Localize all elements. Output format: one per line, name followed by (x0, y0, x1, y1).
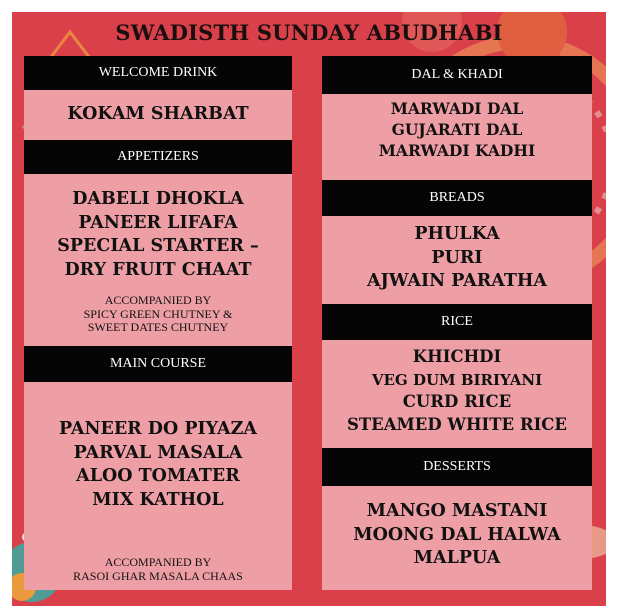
menu-item: STEAMED WHITE RICE (346, 414, 568, 434)
menu-item: CURD RICE (402, 392, 512, 411)
desserts-header: DESSERTS (322, 448, 592, 486)
menu-item: MANGO MASTANI (366, 501, 548, 521)
menu-item: ALOO TOMATER (76, 466, 240, 486)
menu-item: MIX KATHOL (92, 489, 224, 510)
main-course-header: MAIN COURSE (24, 346, 292, 382)
menu-item: PARVAL MASALA (73, 442, 243, 463)
menu-item: PHULKA (414, 224, 500, 244)
menu-item: MARWADI DAL (390, 99, 524, 118)
menu-item: MOONG DAL HALWA (353, 524, 561, 545)
menu-item: DABELI DHOKLA (72, 189, 244, 209)
menu-item: SPECIAL STARTER – (57, 236, 259, 256)
appetizers-items (24, 188, 292, 282)
breads-items (322, 223, 592, 294)
welcome-drink-items (24, 103, 292, 127)
menu-title: SWADISTH SUNDAY ABUDHABI (115, 20, 503, 45)
main-course-items (24, 418, 292, 512)
note-line: ACCOMPANIED BY (104, 555, 212, 569)
menu-poster (12, 12, 606, 606)
menu-item: VEG DUM BIRIYANI (371, 370, 543, 389)
menu-item: KHICHDI (412, 347, 502, 366)
appetizers-accompaniment (24, 294, 292, 335)
rice-header: RICE (322, 304, 592, 340)
menu-item: DRY FRUIT CHAAT (64, 259, 252, 280)
menu-item: PANEER DO PIYAZA (59, 419, 257, 439)
welcome-drink-header: WELCOME DRINK (24, 56, 292, 90)
dal-khadi-header: DAL & KHADI (322, 56, 592, 94)
note-line: RASOI GHAR MASALA CHAAS (73, 568, 243, 583)
menu-item: KOKAM SHARBAT (67, 104, 249, 124)
menu-item: AJWAIN PARATHA (366, 271, 547, 291)
menu-item: MARWADI KADHI (378, 141, 536, 160)
breads-header: BREADS (322, 180, 592, 216)
rice-items (322, 346, 592, 436)
menu-item: PURI (431, 247, 483, 268)
menu-item: GUJARATI DAL (391, 120, 523, 139)
desserts-items (322, 500, 592, 571)
main-course-accompaniment (24, 556, 292, 583)
menu-item: MALPUA (413, 548, 501, 568)
note-line: ACCOMPANIED BY (104, 293, 212, 307)
note-line: SWEET DATES CHUTNEY (87, 320, 229, 334)
dal-khadi-items (322, 98, 592, 161)
appetizers-header: APPETIZERS (24, 140, 292, 174)
note-line: SPICY GREEN CHUTNEY & (83, 306, 233, 321)
menu-item: PANEER LIFAFA (78, 212, 238, 233)
